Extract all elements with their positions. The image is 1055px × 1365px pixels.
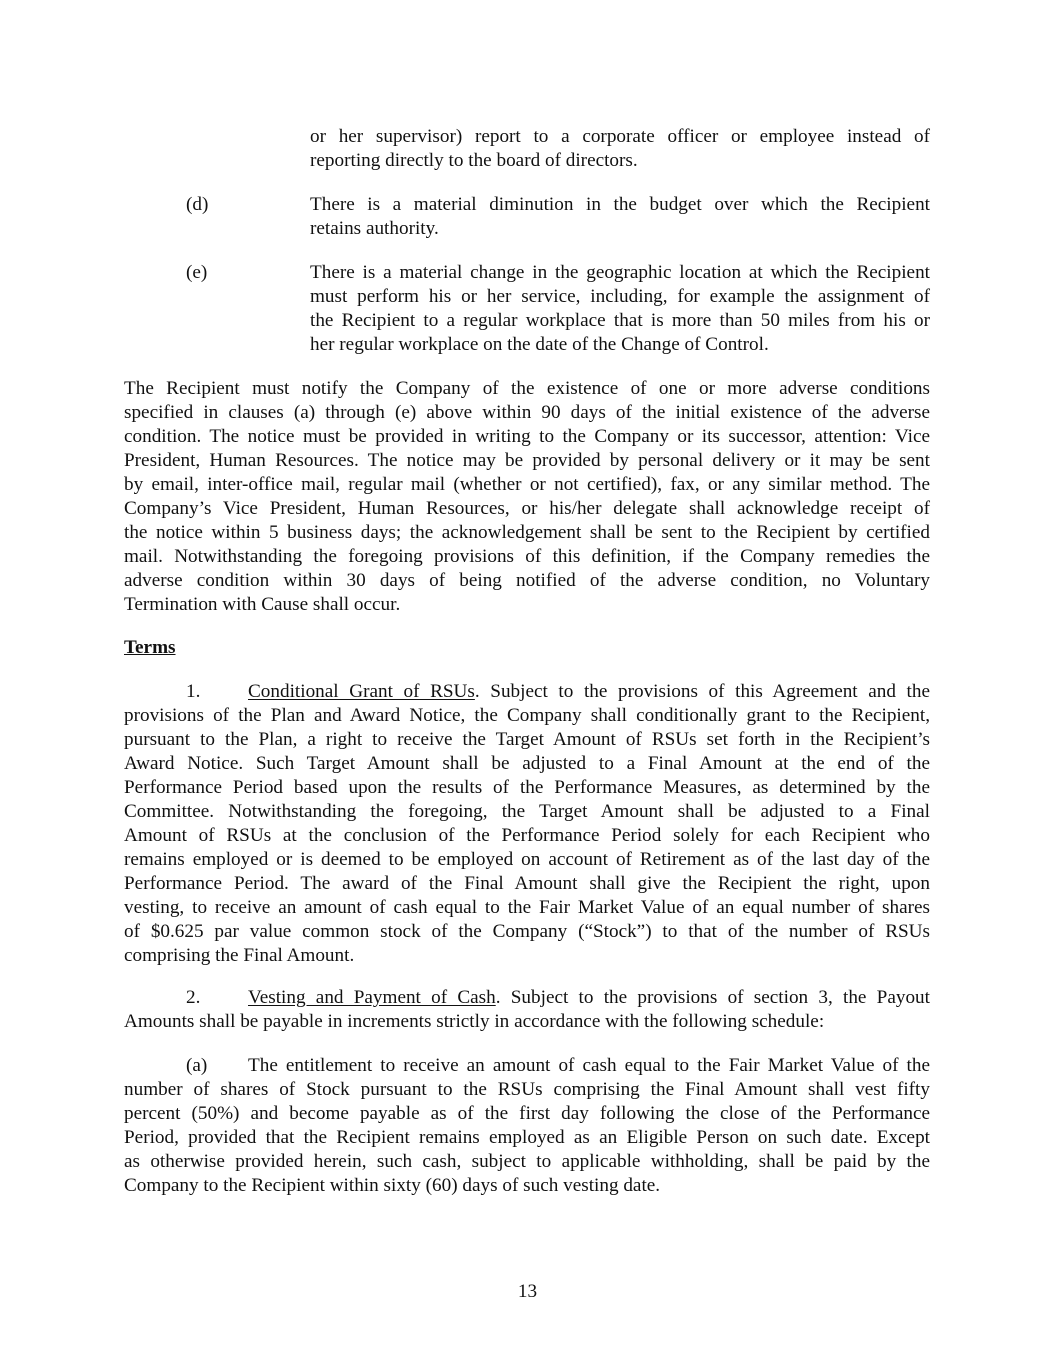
page-number: 13 — [517, 1281, 538, 1302]
notice-paragraph — [124, 377, 930, 617]
clause-d — [310, 193, 930, 241]
text-line: Termination with Cause shall occur. — [124, 594, 401, 615]
text-line: by email, inter-office mail, regular mail (whether or not certified), fax, or any similar method. The — [124, 474, 930, 495]
text-line: Amounts shall be payable in increments strictly in accordance with the following schedule: — [124, 1011, 825, 1032]
text-line: comprising the Final Amount. — [124, 945, 355, 966]
clause-e — [310, 261, 930, 357]
text-line: Company’s Vice President, Human Resources, or his/her delegate shall acknowledge receipt of — [124, 498, 930, 519]
text-line: remains employed or is deemed to be employed on account of Retirement as of the last day of the — [124, 849, 930, 870]
text-line: the notice within 5 business days; the acknowledgement shall be sent to the Recipient by certified — [124, 522, 930, 543]
text-line: There is a material change in the geographic location at which the Recipient — [310, 262, 930, 283]
text-line: pursuant to the Plan, a right to receive the Target Amount of RSUs set forth in the Recipient’s — [124, 729, 930, 750]
subsection-label: (a) — [186, 1055, 208, 1076]
text-line: of $0.625 par value common stock of the Company (“Stock”) to that of the number of RSUs — [124, 921, 930, 942]
section-1 — [124, 680, 930, 968]
text-line: specified in clauses (a) through (e) above within 90 days of the initial existence of the adverse — [124, 402, 930, 423]
clause-d-label: (d) — [186, 194, 209, 215]
section-heading: Conditional Grant of RSUs — [248, 681, 475, 702]
section-heading: Vesting and Payment of Cash — [248, 987, 496, 1008]
text-line: must perform his or her service, including, for example the assignment of — [310, 286, 930, 307]
text-line: Performance Period. The award of the Final Amount shall give the Recipient the right, upon — [124, 873, 930, 894]
text-line: There is a material diminution in the budget over which the Recipient — [310, 194, 930, 215]
terms-heading: Terms — [124, 637, 176, 658]
text-span: . Subject to the provisions of section 3, the Payout — [495, 987, 930, 1008]
text-line: Award Notice. Such Target Amount shall be adjusted to a Final Amount at the end of the — [124, 753, 930, 774]
clause-e-label: (e) — [186, 262, 208, 283]
text-line: Period, provided that the Recipient remains employed as an Eligible Person on such date. Except — [124, 1127, 930, 1148]
section-2 — [124, 986, 930, 1034]
text-line: provisions of the Plan and Award Notice, the Company shall conditionally grant to the Recipient, — [124, 705, 930, 726]
text-line: retains authority. — [310, 218, 439, 239]
text-line: Committee. Notwithstanding the foregoing, the Target Amount shall be adjusted to a Final — [124, 801, 930, 822]
text-line: the Recipient to a regular workplace that is more than 50 miles from his or — [310, 310, 930, 331]
section-number: 1. — [186, 681, 201, 702]
text-span: The entitlement to receive an amount of cash equal to the Fair Market Value of the — [248, 1055, 930, 1076]
text-line: reporting directly to the board of directors. — [310, 150, 638, 171]
text-line: President, Human Resources. The notice may be provided by personal delivery or it may be sent — [124, 450, 930, 471]
text-line: vesting, to receive an amount of cash equal to the Fair Market Value of an equal number of shares — [124, 897, 930, 918]
text-line: as otherwise provided herein, such cash, subject to applicable withholding, shall be paid by the — [124, 1151, 930, 1172]
text-line: adverse condition within 30 days of being notified of the adverse condition, no Voluntary — [124, 570, 930, 591]
text-line: percent (50%) and become payable as of the first day following the close of the Performance — [124, 1103, 930, 1124]
section-number: 2. — [186, 987, 201, 1008]
continuation-text — [310, 125, 930, 173]
section-1-first-line — [124, 680, 930, 704]
text-line: condition. The notice must be provided in writing to the Company or its successor, attention: Vice — [124, 426, 930, 447]
section-2a-first-line — [124, 1054, 930, 1078]
text-line: The Recipient must notify the Company of the existence of one or more adverse conditions — [124, 378, 930, 399]
text-span: . Subject to the provisions of this Agreement and the — [474, 681, 930, 702]
text-line: mail. Notwithstanding the foregoing provisions of this definition, if the Company remedies the — [124, 546, 930, 567]
text-line: or her supervisor) report to a corporate officer or employee instead of — [310, 126, 930, 147]
section-2a — [124, 1054, 930, 1198]
text-line: Performance Period based upon the results of the Performance Measures, as determined by the — [124, 777, 930, 798]
text-line: Amount of RSUs at the conclusion of the Performance Period solely for each Recipient who — [124, 825, 930, 846]
section-2-first-line — [124, 986, 930, 1010]
text-line: number of shares of Stock pursuant to the RSUs comprising the Final Amount shall vest fifty — [124, 1079, 930, 1100]
text-line: Company to the Recipient within sixty (60) days of such vesting date. — [124, 1175, 661, 1196]
text-line: her regular workplace on the date of the Change of Control. — [310, 334, 769, 355]
